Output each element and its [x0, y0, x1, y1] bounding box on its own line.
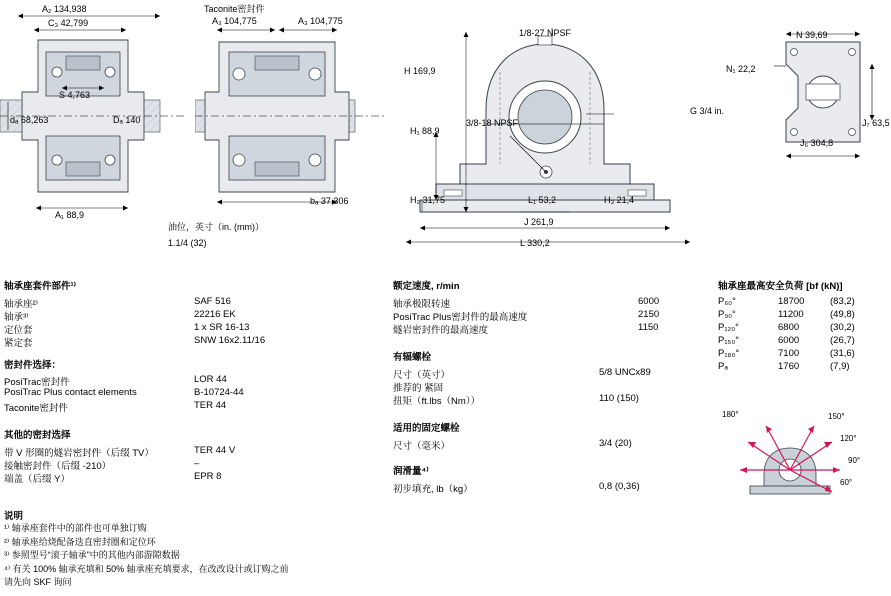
dim-h3: H₃ 21,4	[604, 195, 635, 205]
spec-row	[4, 322, 250, 336]
row-value: EPR 8	[194, 471, 222, 482]
load-value: 18700	[778, 296, 805, 307]
row-label: 推荐的 紧固	[393, 383, 444, 394]
row-label: 轴承极限转速	[393, 299, 451, 310]
spec-row	[4, 400, 234, 413]
row-value: 5/8 UNCx89	[599, 367, 651, 378]
dim-h1: H₁ 88,9	[410, 126, 440, 136]
row-label: 接触密封件（后缀 -210）	[4, 461, 112, 472]
row-value: 2150	[638, 309, 660, 320]
row-value: 1150	[638, 322, 659, 333]
load-row	[718, 309, 891, 322]
oil-level-value: 1.1/4 (32)	[168, 238, 207, 248]
row-label: 扭矩（ft.lbs（Nm））	[393, 396, 481, 407]
angle-label-180: 180°	[722, 410, 739, 419]
row-value: 110 (150)	[599, 393, 639, 404]
taconite-title: Taconite密封件	[204, 4, 265, 14]
spec-row	[393, 322, 683, 335]
spec-column-2	[393, 278, 683, 494]
load-value: 6000	[778, 335, 800, 346]
spec-column-3	[718, 278, 891, 374]
drawing-3	[400, 14, 730, 254]
row-value: SNW 16x2.11/16	[194, 335, 266, 346]
dim-h2: H₂ 31,75	[410, 195, 446, 205]
dim-c3: C₃ 42,799	[48, 18, 89, 28]
angle-label-120: 120°	[840, 434, 857, 443]
row-label: PosiTrac Plus contact elements	[4, 387, 137, 398]
row-label: PosiTrac密封件	[4, 377, 70, 388]
note-line: ³⁾ 参照型号“滚子轴承”中的其他内部游隙数据	[4, 550, 180, 560]
load-value: 7100	[778, 348, 800, 359]
row-label: Taconite密封件	[4, 403, 68, 414]
row-label: 端盖（后缀 Y）	[4, 474, 70, 485]
row-value: 22216 EK	[194, 309, 236, 320]
load-value: 11200	[778, 309, 804, 320]
oil-level-label: 油位，英寸（in. (mm)）	[168, 222, 264, 232]
col3-title: 轴承座最高安全负荷 [bf (kN)]	[718, 281, 843, 292]
dim-l1: L₁ 53,2	[528, 195, 557, 205]
load-value: 1760	[778, 361, 800, 372]
row-value: 1 x SR 16-13	[194, 322, 250, 333]
load-row	[718, 335, 891, 348]
row-label: 紧定套	[4, 338, 33, 349]
load-label: P₁₅₀°	[718, 335, 740, 346]
dim-da-small: dₐ 68,263	[10, 115, 49, 125]
row-value: SAF 516	[194, 296, 231, 307]
spec-row	[393, 380, 683, 393]
dim-l: L 330,2	[520, 238, 550, 248]
drawing-2	[195, 14, 390, 214]
spec-row	[4, 445, 234, 458]
spec-row	[4, 309, 234, 322]
load-kn: (31,6)	[830, 348, 855, 359]
dim-s: S 4,763	[59, 90, 91, 100]
row-value: 0,8 (0,36)	[599, 481, 640, 492]
note-line: ⁴⁾ 有关 100% 轴承充填和 50% 轴承座充填要求，在改改设计或订购之前	[4, 563, 289, 574]
col2-hold-title: 适用的固定螺栓	[393, 423, 460, 434]
load-kn: (49,8)	[830, 309, 855, 320]
load-row	[718, 348, 891, 361]
dim-da-big: Dₐ 140	[113, 115, 141, 125]
dim-npsf-top: 1/8-27 NPSF	[519, 28, 572, 38]
spec-row	[393, 296, 683, 309]
load-value: 6800	[778, 322, 800, 333]
spec-row	[4, 335, 266, 349]
dim-npsf-mid: 3/8-18 NPSF	[466, 118, 519, 128]
load-kn: (83,2)	[830, 296, 855, 307]
row-label: 轴承³⁾	[4, 312, 29, 323]
row-label: 初步填充, lb（kg）	[393, 484, 473, 495]
load-label: P₁₈₀°	[718, 348, 740, 359]
load-label: P₉₀°	[718, 309, 736, 320]
note-line: 请先向 SKF 询问	[4, 577, 72, 587]
row-label: PosiTrac Plus密封件的最高速度	[393, 312, 528, 323]
load-kn: (7,9)	[830, 361, 850, 372]
note-line: ²⁾ 轴承座给烧配备迭直密封圈和定位环	[4, 536, 156, 547]
load-kn: (26,7)	[830, 335, 855, 346]
dim-j7: J₇ 63,5	[862, 118, 890, 128]
load-kn: (30,2)	[830, 322, 855, 333]
spec-row	[393, 309, 683, 322]
spec-row	[393, 367, 683, 380]
row-label: 轴承座²⁾	[4, 299, 38, 310]
load-row	[718, 296, 891, 309]
load-label: P₁₂₀°	[718, 322, 739, 333]
dim-n1: N₁ 22,2	[726, 64, 756, 74]
dim-a1: A₁ 88,9	[55, 210, 85, 220]
spec-row	[4, 387, 244, 400]
dim-a2: A₂ 134,938	[42, 4, 87, 14]
load-row	[718, 322, 891, 335]
spec-row	[393, 481, 683, 494]
row-value: 6000	[638, 296, 660, 307]
load-direction-diagram	[718, 408, 888, 498]
col2-cap-title: 有辐螺栓	[393, 352, 432, 363]
row-value: LOR 44	[194, 374, 227, 385]
dim-g: G 3/4 in.	[690, 106, 725, 116]
dim-n: N 39,69	[796, 30, 828, 40]
load-row	[718, 361, 891, 374]
row-label: 尺寸（英寸）	[393, 370, 451, 381]
col2-lube-title: 润滑量⁴⁾	[393, 466, 429, 477]
dim-h: H 169,9	[404, 66, 436, 76]
spec-row	[4, 471, 234, 484]
drawing-4	[760, 24, 890, 184]
angle-label-90: 90°	[848, 456, 861, 465]
row-value: TER 44	[194, 400, 227, 411]
angle-label-150: 150°	[828, 412, 845, 421]
row-value: TER 44 V	[194, 445, 236, 456]
notes-block	[4, 508, 474, 590]
load-label: Pₐ	[718, 361, 728, 372]
notes-title: 说明	[4, 511, 24, 522]
dim-ba: bₐ 37,306	[310, 196, 349, 206]
note-line: ¹⁾ 轴承座套件中的部件也可单独订购	[4, 523, 147, 533]
row-label: 定位套	[4, 325, 33, 336]
row-value: 3/4 (20)	[599, 438, 632, 449]
spec-row	[393, 393, 683, 406]
load-label: P₆₀°	[718, 296, 736, 307]
row-value: –	[194, 458, 200, 469]
spec-row	[393, 438, 683, 451]
spec-row	[4, 296, 234, 309]
col1-seal-title: 密封件选择：	[4, 360, 62, 371]
dim-j: J 261,9	[524, 217, 554, 227]
spec-row	[4, 458, 234, 471]
spec-column-1	[4, 278, 266, 485]
dim-a3-left: A₃ 104,775	[212, 16, 257, 26]
spec-row	[4, 374, 234, 387]
col1-title: 轴承座套件部件¹⁾	[4, 281, 76, 292]
row-value: B-10724-44	[194, 387, 244, 398]
dim-a3-right: A₃ 104,775	[298, 16, 343, 26]
row-label: 尺寸（毫米）	[393, 441, 451, 452]
col2-speed-title: 额定速度, r/min	[393, 281, 460, 292]
dim-j6: J₆ 304,8	[800, 138, 834, 148]
col1-other-title: 其他的密封选择	[4, 430, 71, 441]
row-label: 燧岩密封件的最高速度	[393, 325, 489, 336]
row-label: 带 V 形圈的燧岩密封件（后缀 TV）	[4, 448, 154, 459]
angle-label-60: 60°	[840, 478, 853, 487]
